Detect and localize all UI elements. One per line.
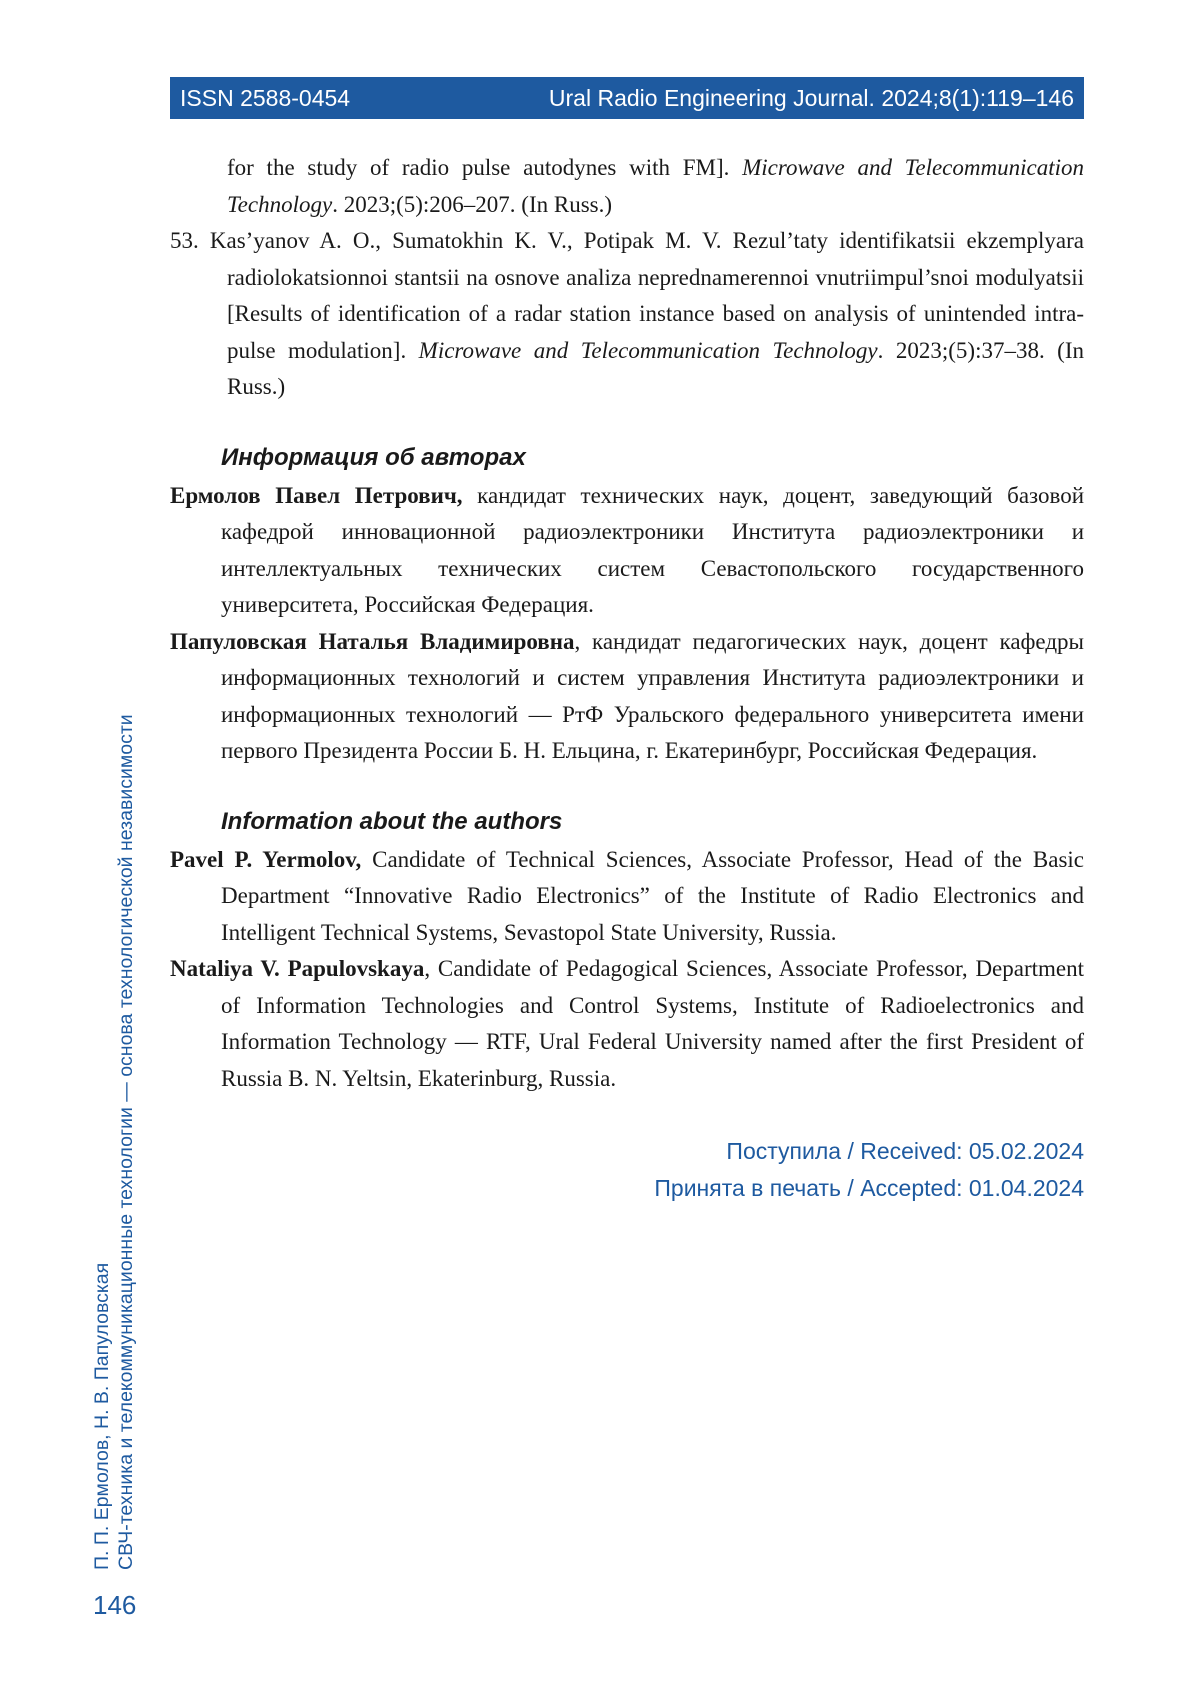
- author-name: Pavel P. Yermolov,: [170, 847, 361, 872]
- author-entry-en: Pavel P. Yermolov, Candidate of Technical Sciences, Associate Professor, Head of the Basic Department “Innovative Radio Electronics” of the Institute of Radio Electronics and Intelligent Technical Systems, Sevastopol State University, Russia.: [170, 842, 1084, 952]
- reference-journal: Microwave and Telecommunication Technology: [227, 155, 1084, 217]
- reference-53: 53. Kas’yanov A. O., Sumatokhin K. V., Potipak M. V. Rezul’taty identifikatsii ekzemplyara radiolokatsionnoi stantsii na osnove analiza neprednamerennoi vnutriimpul’snoi modulyatsii [Results of identification of a radar station instance based on analysis of unintended intra-pulse modulation]. Microwave and Telecommunication Technology. 2023;(5):37–38. (In Russ.): [170, 223, 1084, 406]
- side-authors: П. П. Ермолов, Н. В. Папуловская: [90, 630, 114, 1570]
- author-entry-ru: Папуловская Наталья Владимировна, кандидат педагогических наук, доцент кафедры информационных технологий и систем управления Института радиоэлектроники и информационных технологий — РтФ Уральского федерального университета имени первого Президента России Б. Н. Ельцина, г. Екатеринбург, Российская Федерация.: [170, 624, 1084, 770]
- author-name: Ермолов Павел Петрович,: [170, 483, 463, 508]
- side-journal-theme: СВЧ-техника и телекоммуникационные технологии — основа технологической независимости: [114, 630, 138, 1570]
- reference-continuation: for the study of radio pulse autodynes with FM]. Microwave and Telecommunication Technology. 2023;(5):206–207. (In Russ.): [170, 150, 1084, 223]
- reference-number: 53.: [170, 228, 199, 253]
- accepted-date: Принята в печать / Accepted: 01.04.2024: [170, 1170, 1084, 1207]
- journal-citation: Ural Radio Engineering Journal. 2024;8(1):119–146: [549, 85, 1074, 112]
- authors-en-title: Information about the authors: [170, 804, 1084, 840]
- reference-journal: Microwave and Telecommunication Technology: [419, 338, 878, 363]
- author-name: Папуловская Наталья Владимировна: [170, 629, 574, 654]
- author-entry-ru: Ермолов Павел Петрович, кандидат технических наук, доцент, заведующий базовой кафедрой инновационной радиоэлектроники Института радиоэлектроники и интеллектуальных технических систем Севастопольского государственного университета, Российская Федерация.: [170, 478, 1084, 624]
- page-content: [170, 150, 1084, 1206]
- authors-ru-title: Информация об авторах: [170, 440, 1084, 476]
- journal-header-bar: [170, 77, 1084, 119]
- article-dates: [170, 1133, 1084, 1206]
- page-number: 146: [93, 1590, 136, 1621]
- issn: ISSN 2588-0454: [180, 85, 350, 112]
- side-running-title: [90, 630, 150, 1570]
- received-date: Поступила / Received: 05.02.2024: [170, 1133, 1084, 1170]
- author-name: Nataliya V. Papulovskaya: [170, 956, 424, 981]
- author-entry-en: Nataliya V. Papulovskaya, Candidate of Pedagogical Sciences, Associate Professor, Department of Information Technologies and Control Systems, Institute of Radioelectronics and Information Technology — RTF, Ural Federal University named after the first President of Russia B. N. Yeltsin, Ekaterinburg, Russia.: [170, 951, 1084, 1097]
